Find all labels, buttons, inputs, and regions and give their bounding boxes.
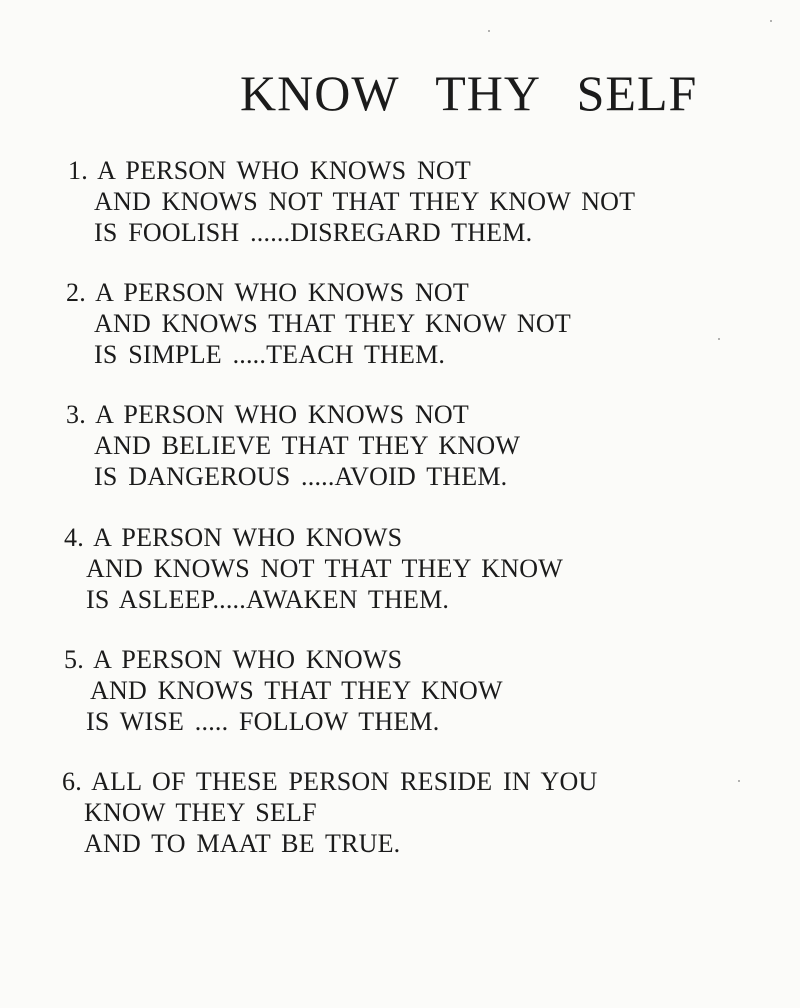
verse-3 [0, 399, 760, 492]
verse-4-line-3: IS ASLEEP.....AWAKEN THEM. [86, 585, 450, 614]
scan-speck [718, 338, 720, 340]
verse-3-line-3: IS DANGEROUS .....AVOID THEM. [94, 462, 508, 491]
verse-2 [0, 277, 760, 370]
verse-4 [0, 522, 760, 615]
verse-5-line-3: IS WISE ..... FOLLOW THEM. [86, 707, 440, 736]
verse-1-line-1: 1. A PERSON WHO KNOWS NOT [68, 156, 471, 185]
verse-3-line-2: AND BELIEVE THAT THEY KNOW [94, 431, 521, 460]
scan-speck [488, 30, 490, 32]
verse-5-line-2: AND KNOWS THAT THEY KNOW [90, 676, 503, 705]
verse-3-line-1: 3. A PERSON WHO KNOWS NOT [66, 400, 469, 429]
verse-5-line-1: 5. A PERSON WHO KNOWS [64, 645, 403, 674]
scan-speck [738, 780, 740, 782]
verse-1-line-2: AND KNOWS NOT THAT THEY KNOW NOT [94, 187, 636, 216]
verse-6-line-3: AND TO MAAT BE TRUE. [84, 829, 401, 858]
verse-1-line-3: IS FOOLISH ......DISREGARD THEM. [94, 218, 533, 247]
verse-6 [0, 766, 760, 859]
verse-6-line-2: KNOW THEY SELF [84, 798, 317, 827]
verse-6-line-1: 6. ALL OF THESE PERSON RESIDE IN YOU [62, 767, 598, 796]
verse-5 [0, 644, 760, 737]
verse-4-line-2: AND KNOWS NOT THAT THEY KNOW [86, 554, 563, 583]
verse-2-line-1: 2. A PERSON WHO KNOWS NOT [66, 278, 469, 307]
page-title: KNOW THY SELF [240, 65, 698, 121]
verse-4-line-1: 4. A PERSON WHO KNOWS [64, 523, 403, 552]
scan-speck [770, 20, 772, 22]
verse-1 [0, 155, 760, 248]
verse-2-line-2: AND KNOWS THAT THEY KNOW NOT [94, 309, 571, 338]
verse-2-line-3: IS SIMPLE .....TEACH THEM. [94, 340, 446, 369]
